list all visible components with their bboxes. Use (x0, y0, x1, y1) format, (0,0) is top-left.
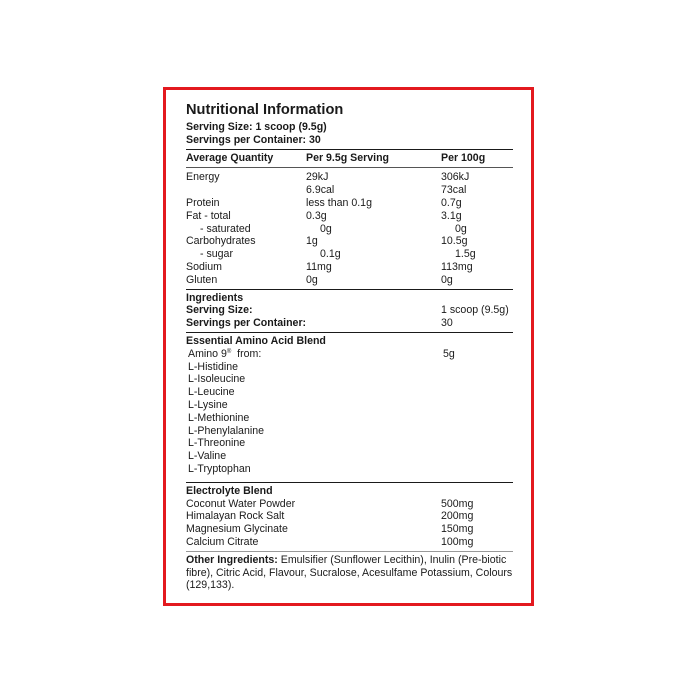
electrolyte-value: 500mg (441, 497, 474, 510)
nutrient-name: Carbohydrates (186, 235, 256, 248)
list-item: L-Lysine (188, 398, 228, 411)
list-item: L-Methionine (188, 411, 250, 424)
nutrient-per-serving: 29kJ (306, 171, 329, 184)
other-ingredients (186, 554, 513, 592)
nutrient-per-serving: 0.3g (306, 209, 327, 222)
nutrient-per-100g: 306kJ (441, 171, 470, 184)
list-item (186, 498, 513, 511)
divider (186, 167, 513, 168)
electrolyte-name: Calcium Citrate (186, 535, 259, 548)
list-item: L-Leucine (188, 386, 235, 399)
nutrient-per-serving: 0.1g (320, 248, 341, 261)
nutrient-name (186, 184, 306, 197)
ingredients-serving-size-label: Serving Size: (186, 304, 253, 317)
list-item (186, 510, 513, 523)
header-per-serving: Per 9.5g Serving (306, 151, 390, 164)
ingredients-servings-row (186, 317, 513, 330)
registered-mark: ® (226, 348, 232, 355)
table-row (186, 261, 513, 274)
nutrition-table-body (186, 171, 513, 286)
divider (186, 551, 513, 552)
table-row (186, 210, 513, 223)
ingredients-heading: Ingredients (186, 291, 244, 304)
nutrient-name: Energy (186, 171, 220, 184)
nutrient-per-100g: 113mg (441, 260, 473, 273)
table-row (186, 248, 513, 261)
ingredients-serving-size-row (186, 304, 513, 317)
serving-size-line: Serving Size: 1 scoop (9.5g) (186, 121, 327, 133)
panel-title: Nutritional Information (186, 102, 344, 118)
nutrient-per-serving: 1g (306, 235, 318, 248)
nutrient-per-serving: 11mg (306, 260, 332, 273)
other-ingredients-text: Emulsifier (Sunflower Lecithin), Inulin (Pre-biotic fibre), Citric Acid, Flavour, Sucralose, Acesulfame Potassium, Colours (129,133). (186, 553, 513, 592)
list-item: L-Phenylalanine (188, 424, 264, 437)
nutrient-per-100g: 10.5g (441, 235, 468, 248)
nutrient-name: Fat - total (186, 209, 231, 222)
table-row (186, 274, 513, 287)
amino-intro-row (186, 348, 513, 361)
electrolyte-name: Coconut Water Powder (186, 497, 296, 510)
nutrient-per-serving: 0g (306, 273, 318, 286)
amino-list (186, 361, 513, 476)
ingredients-servings-label: Servings per Container: (186, 317, 307, 330)
list-item: L-Valine (188, 450, 227, 463)
divider (186, 289, 513, 290)
nutrition-table-header (186, 152, 513, 165)
table-row (186, 184, 513, 197)
amino-intro-value: 5g (443, 347, 455, 360)
nutrient-per-serving: less than 0.1g (306, 196, 372, 209)
table-row (186, 223, 513, 236)
nutrient-per-serving: 6.9cal (306, 184, 335, 197)
nutrient-per-100g: 0.7g (441, 196, 462, 209)
electrolyte-value: 100mg (441, 535, 474, 548)
other-ingredients-label: Other Ingredients: (186, 553, 278, 566)
electrolyte-value: 200mg (441, 510, 474, 523)
divider (186, 482, 513, 483)
electrolyte-heading: Electrolyte Blend (186, 484, 273, 497)
nutrient-per-serving: 0g (320, 222, 332, 235)
amino-blend-heading: Essential Amino Acid Blend (186, 334, 326, 347)
nutrient-name: - saturated (200, 222, 251, 235)
table-row (186, 171, 513, 184)
nutrient-per-100g: 0g (455, 222, 467, 235)
servings-per-container-line: Servings per Container: 30 (186, 133, 321, 146)
header-average-quantity: Average Quantity (186, 151, 274, 164)
electrolyte-name: Magnesium Glycinate (186, 523, 288, 536)
amino-intro-suffix: from: (231, 347, 262, 360)
list-item (186, 523, 513, 536)
electrolyte-list (186, 498, 513, 549)
nutrient-name: Sodium (186, 260, 222, 273)
nutrition-panel (186, 101, 513, 592)
electrolyte-name: Himalayan Rock Salt (186, 510, 285, 523)
amino-intro-name: Amino 9 (188, 347, 227, 360)
list-item: L-Histidine (188, 360, 239, 373)
amino-intro-label (186, 348, 443, 361)
divider (186, 332, 513, 333)
nutrient-per-100g: 0g (441, 273, 453, 286)
list-item (186, 536, 513, 549)
nutrient-per-100g: 73cal (441, 184, 467, 197)
header-per-100g: Per 100g (441, 151, 486, 164)
divider (186, 149, 513, 150)
nutrient-name: Gluten (186, 273, 218, 286)
nutrient-name: - sugar (200, 248, 233, 261)
table-row (186, 197, 513, 210)
ingredients-servings-value: 30 (441, 317, 453, 330)
ingredients-serving-size-value: 1 scoop (9.5g) (441, 304, 509, 317)
list-item: L-Isoleucine (188, 373, 246, 386)
list-item: L-Tryptophan (188, 462, 251, 475)
nutrient-name: Protein (186, 196, 220, 209)
list-item: L-Threonine (188, 437, 246, 450)
nutrient-per-100g: 1.5g (455, 248, 476, 261)
electrolyte-value: 150mg (441, 523, 474, 536)
nutrient-per-100g: 3.1g (441, 209, 462, 222)
table-row (186, 235, 513, 248)
